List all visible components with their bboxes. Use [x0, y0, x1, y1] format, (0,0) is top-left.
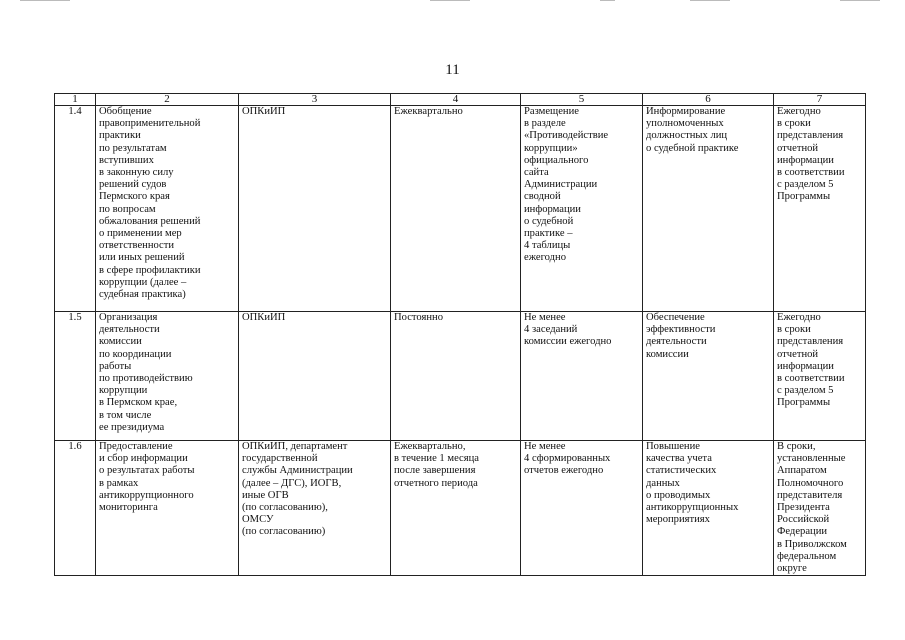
col-header: 6 — [643, 94, 774, 106]
executor-cell: ОПКиИП — [239, 106, 391, 312]
executor-cell: ОПКиИП, департамент государственной службы Администрации (далее – ДГС), ИОГВ, иные ОГВ (по согласованию), ОМСУ (по согласованию) — [239, 441, 391, 576]
term-cell: Ежеквартально, в течение 1 месяца после завершения отчетного периода — [391, 441, 521, 576]
row-number: 1.6 — [55, 441, 96, 576]
page-number: 11 — [445, 62, 460, 78]
indicator-cell: Не менее 4 заседаний комиссии ежегодно — [521, 312, 643, 441]
reporting-cell: Ежегодно в сроки представления отчетной информации в соответствии с разделом 5 Программы — [774, 106, 866, 312]
col-header: 3 — [239, 94, 391, 106]
scan-edge-line — [840, 0, 880, 1]
indicator-cell: Не менее 4 сформированных отчетов ежегодно — [521, 441, 643, 576]
measures-table — [54, 93, 866, 576]
scan-edge-line — [430, 0, 470, 1]
term-cell: Ежеквартально — [391, 106, 521, 312]
row-number: 1.4 — [55, 106, 96, 312]
header-row — [55, 94, 866, 106]
col-header: 7 — [774, 94, 866, 106]
result-cell: Повышение качества учета статистических данных о проводимых антикоррупционных мероприятиях — [643, 441, 774, 576]
action-cell: Организация деятельности комиссии по координации работы по противодействию коррупции в Пермском крае, в том числе ее президиума — [96, 312, 239, 441]
result-cell: Информирование уполномоченных должностных лиц о судебной практике — [643, 106, 774, 312]
scan-edge-line — [20, 0, 70, 1]
col-header: 2 — [96, 94, 239, 106]
row-number: 1.5 — [55, 312, 96, 441]
col-header: 1 — [55, 94, 96, 106]
action-cell: Обобщение правоприменительной практики по результатам вступивших в законную силу решений судов Пермского края по вопросам обжалования решений о применении мер ответственности или иных решений в сфере профилактики коррупции (далее – судебная практика) — [96, 106, 239, 312]
indicator-cell: Размещение в разделе «Противодействие коррупции» официального сайта Администрации сводной информации о судебной практике – 4 таблицы ежегодно — [521, 106, 643, 312]
col-header: 4 — [391, 94, 521, 106]
reporting-cell: В сроки, установленные Аппаратом Полномочного представителя Президента Российской Федерации в Приволжском федеральном округе — [774, 441, 866, 576]
table-row — [55, 312, 866, 441]
executor-cell: ОПКиИП — [239, 312, 391, 441]
col-header: 5 — [521, 94, 643, 106]
table-row — [55, 441, 866, 576]
table-row — [55, 106, 866, 312]
reporting-cell: Ежегодно в сроки представления отчетной информации в соответствии с разделом 5 Программы — [774, 312, 866, 441]
action-cell: Предоставление и сбор информации о результатах работы в рамках антикоррупционного мониторинга — [96, 441, 239, 576]
scan-edge-line — [600, 0, 615, 1]
result-cell: Обеспечение эффективности деятельности комиссии — [643, 312, 774, 441]
scan-edge-line — [690, 0, 730, 1]
term-cell: Постоянно — [391, 312, 521, 441]
